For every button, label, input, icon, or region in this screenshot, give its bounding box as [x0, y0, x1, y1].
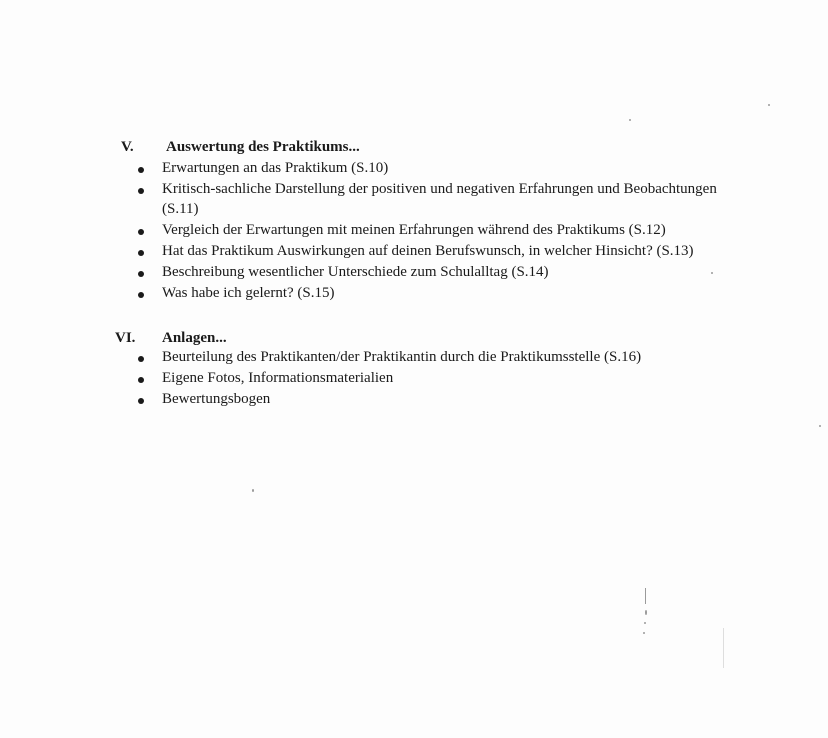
bullet-icon [138, 292, 144, 298]
scan-speck [644, 622, 646, 624]
list-item-text: Bewertungsbogen [162, 391, 271, 407]
bullet-icon [138, 229, 144, 235]
list-item [0, 242, 732, 262]
list-item [0, 263, 732, 283]
bullet-icon [138, 250, 144, 256]
list-item-text: Vergleich der Erwartungen mit meinen Erfahrungen während des Praktikums (S.12) [162, 221, 666, 238]
bullet-icon [138, 188, 144, 194]
scan-speck [643, 632, 645, 634]
list-item-text: Beurteilung des Praktikanten/der Praktikantin durch die Praktikumsstelle (S.16) [162, 349, 642, 365]
bullet-icon [138, 398, 144, 404]
list-item-text: Beschreibung wesentlicher Unterschiede zum Schulalltag (S.14) [162, 263, 549, 280]
scan-speck [645, 610, 647, 615]
bullet-icon [138, 167, 144, 173]
scan-speck [252, 489, 254, 492]
list-item-text: Eigene Fotos, Informationsmaterialien [162, 370, 394, 386]
section-number: VI. [115, 330, 136, 346]
scan-speck [629, 119, 631, 121]
list-item-text: Was habe ich gelernt? (S.15) [162, 284, 335, 301]
section-item-list [0, 348, 828, 411]
section-title: Auswertung des Praktikums... [166, 139, 360, 155]
bullet-icon [138, 377, 144, 383]
bullet-icon [138, 271, 144, 277]
list-item [0, 348, 732, 368]
list-item [0, 369, 732, 389]
list-item-text: Erwartungen an das Praktikum (S.10) [162, 160, 389, 176]
scan-speck [711, 272, 713, 274]
scan-speck [819, 425, 821, 427]
list-item-text: Hat das Praktikum Auswirkungen auf deinen Berufswunsch, in welcher Hinsicht? (S.13) [162, 242, 694, 259]
list-item-text: Kritisch-sachliche Darstellung der positiven und negativen Erfahrungen und Beobachtungen (S.11) [162, 181, 717, 217]
scan-speck [723, 628, 724, 668]
list-item [0, 221, 732, 241]
bullet-icon [138, 356, 144, 362]
scan-speck [645, 588, 646, 604]
list-item [0, 159, 732, 179]
list-item [0, 284, 732, 304]
section-item-list [0, 159, 828, 305]
section-number: V. [121, 139, 134, 155]
list-item [0, 180, 732, 219]
list-item [0, 390, 732, 410]
section-title: Anlagen... [162, 330, 227, 346]
scan-speck [768, 104, 770, 106]
